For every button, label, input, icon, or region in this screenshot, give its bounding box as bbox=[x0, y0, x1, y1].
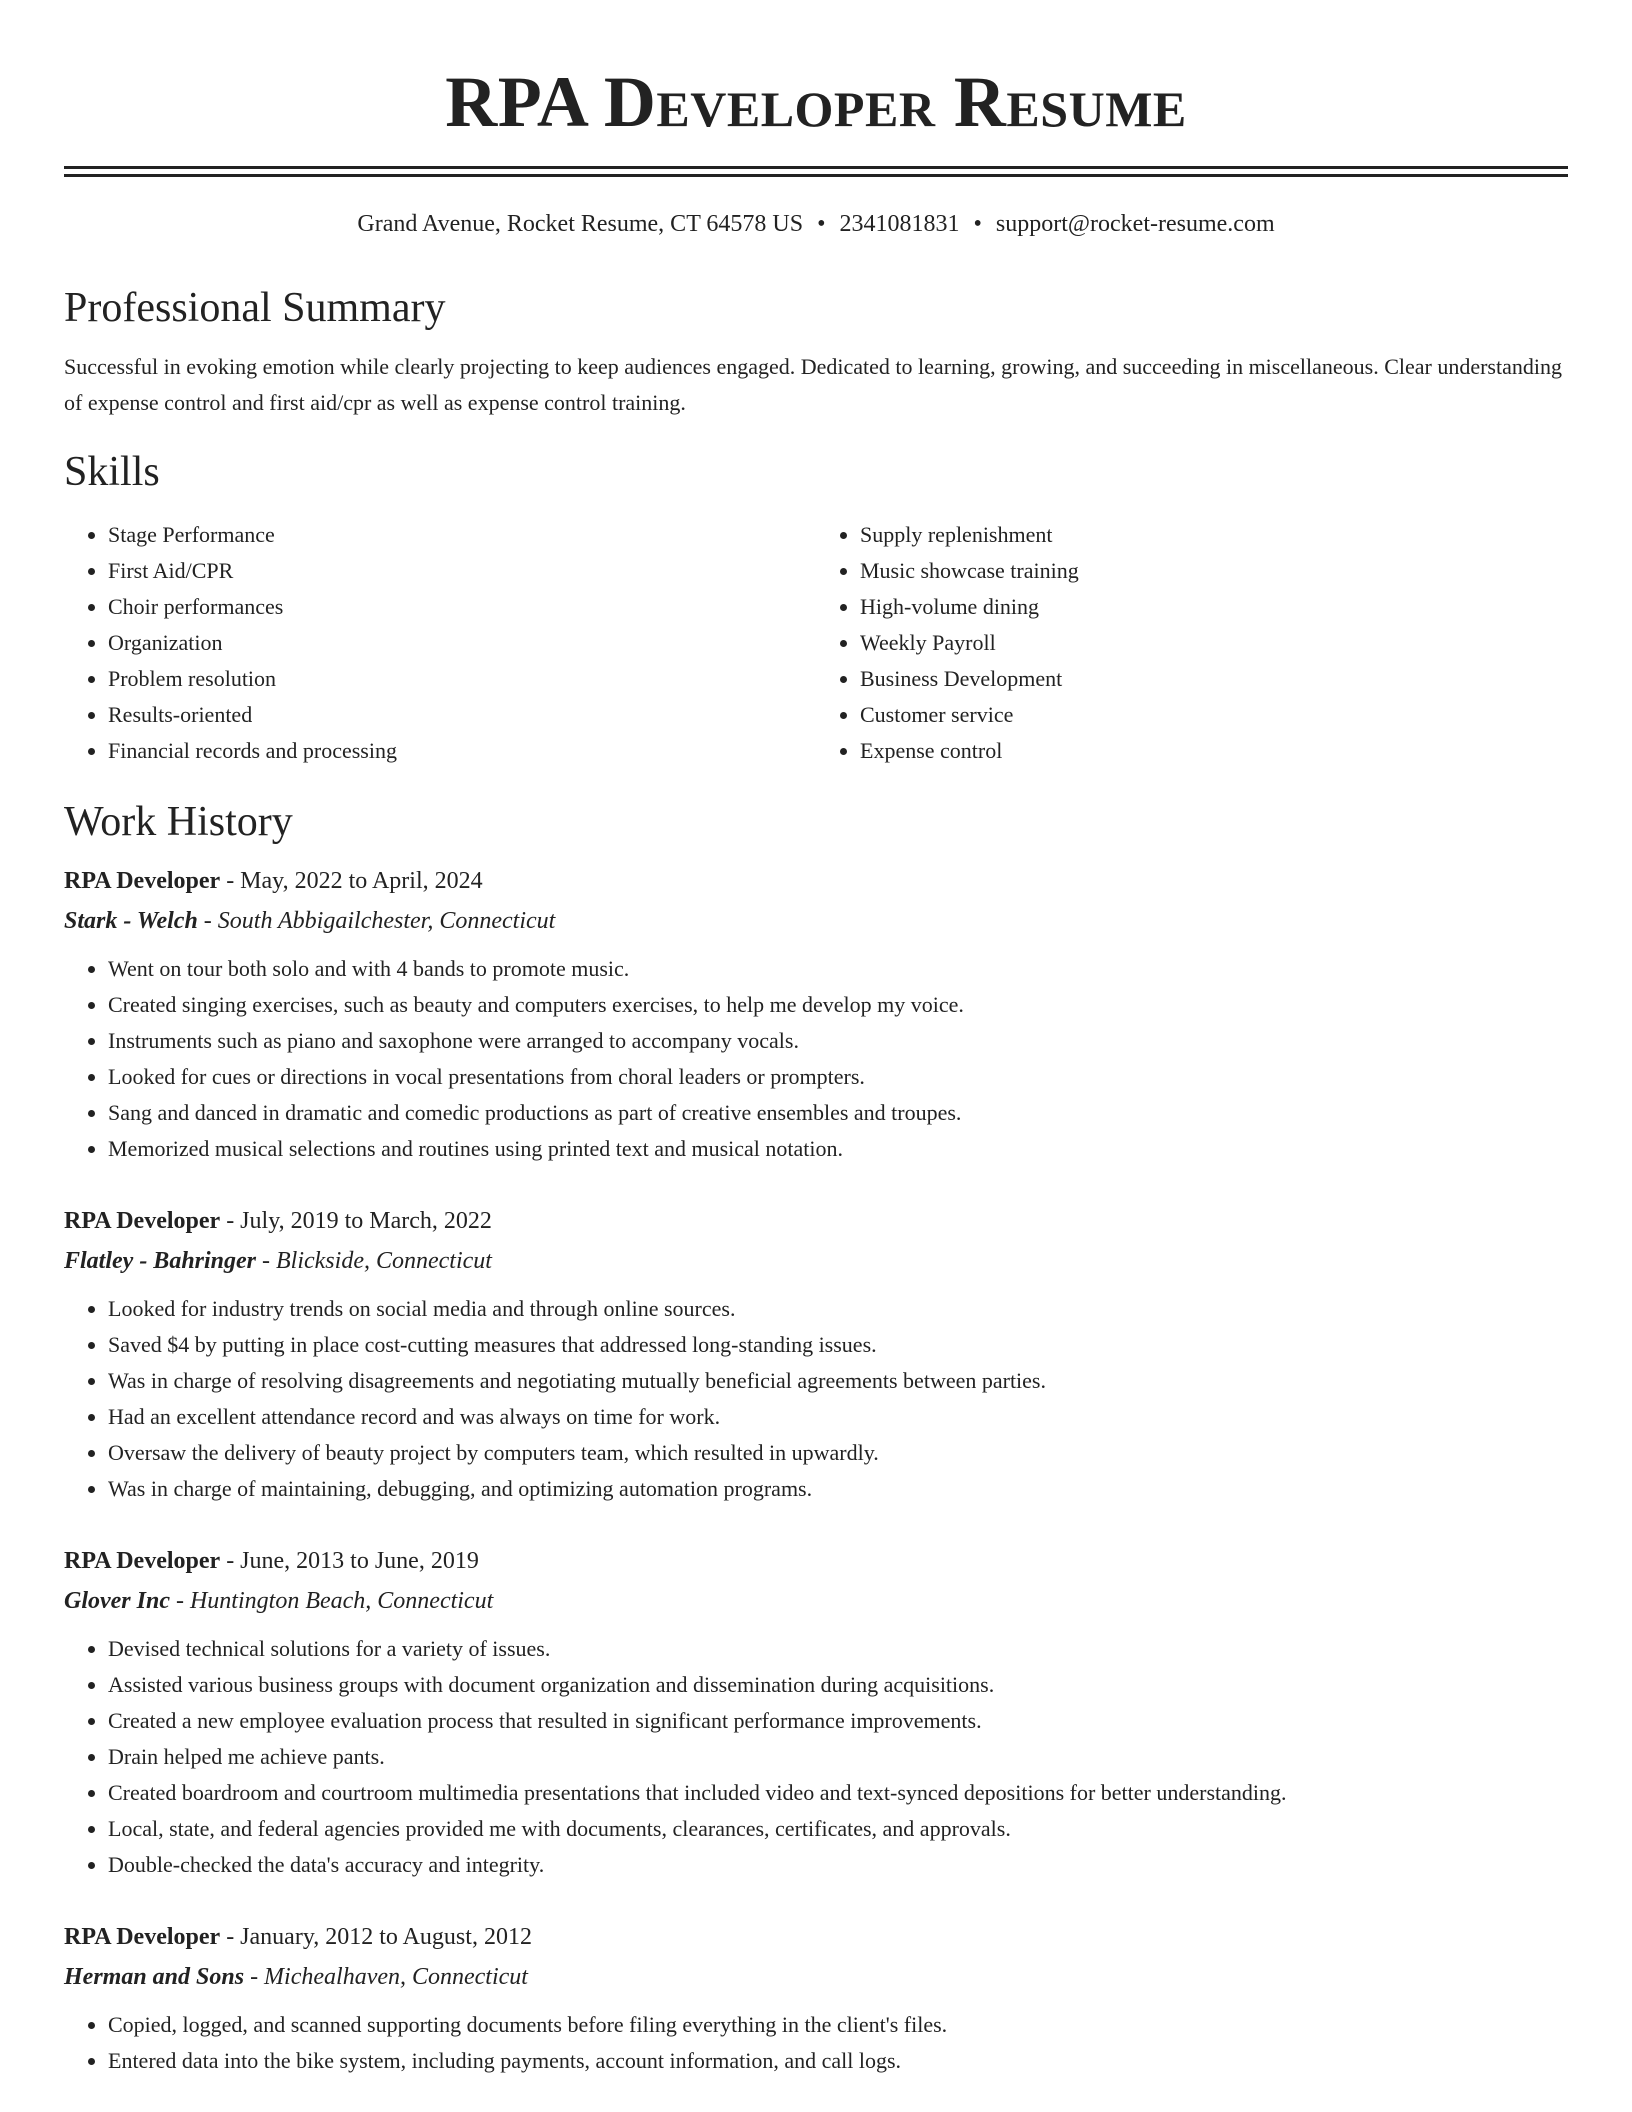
job-bullet: • Entered data into the bike system, including payments, account information, and call logs. bbox=[108, 2043, 1568, 2079]
job-company: Glover Inc bbox=[64, 1588, 170, 1614]
contact-address: Grand Avenue, Rocket Resume, CT 64578 US bbox=[357, 211, 804, 237]
skill-item: • Business Development bbox=[860, 661, 1568, 697]
section-heading-summary: Professional Summary bbox=[64, 285, 446, 331]
job-title: RPA Developer bbox=[64, 868, 221, 894]
job-location: - Huntington Beach, Connecticut bbox=[175, 1588, 494, 1614]
contact-email: support@rocket-resume.com bbox=[995, 211, 1275, 237]
job-entry bbox=[64, 1917, 1568, 2079]
skills-list-right bbox=[816, 517, 1568, 769]
job-company: Flatley - Bahringer bbox=[64, 1248, 257, 1274]
job-title-line bbox=[64, 1917, 1568, 1957]
job-dates: - June, 2013 to June, 2019 bbox=[226, 1548, 479, 1574]
job-bullets bbox=[64, 1291, 1568, 1507]
job-bullet: • Saved $4 by putting in place cost-cutting measures that addressed long-standing issues. bbox=[108, 1327, 1568, 1363]
contact-phone: 2341081831 bbox=[839, 211, 960, 237]
job-bullet: • Created singing exercises, such as beauty and computers exercises, to help me develop my voice. bbox=[108, 987, 1568, 1023]
work-history-section bbox=[64, 797, 1568, 2079]
job-bullet: • Looked for cues or directions in vocal presentations from choral leaders or prompters. bbox=[108, 1059, 1568, 1095]
summary-text: Successful in evoking emotion while clearly projecting to keep audiences engaged. Dedicated to learning, growing, and succeeding in miscellaneous. Clear understanding of expense control and first aid/cpr as well as expense control training. bbox=[64, 354, 1562, 415]
job-bullet: • Went on tour both solo and with 4 bands to promote music. bbox=[108, 951, 1568, 987]
skill-item: • Weekly Payroll bbox=[860, 625, 1568, 661]
job-dates: - July, 2019 to March, 2022 bbox=[226, 1208, 492, 1234]
job-entry bbox=[64, 861, 1568, 1167]
job-entry bbox=[64, 1541, 1568, 1883]
skills-columns bbox=[64, 517, 1568, 769]
skill-item: • Music showcase training bbox=[860, 553, 1568, 589]
job-dates: - January, 2012 to August, 2012 bbox=[226, 1924, 532, 1950]
job-title-line bbox=[64, 861, 1568, 901]
skills-list-left bbox=[64, 517, 816, 769]
job-bullet: • Assisted various business groups with document organization and dissemination during acquisitions. bbox=[108, 1667, 1568, 1703]
skill-item: • Organization bbox=[108, 625, 816, 661]
job-bullet: • Instruments such as piano and saxophone were arranged to accompany vocals. bbox=[108, 1023, 1568, 1059]
job-bullet: • Double-checked the data's accuracy and integrity. bbox=[108, 1847, 1568, 1883]
job-bullet: • Was in charge of maintaining, debugging, and optimizing automation programs. bbox=[108, 1471, 1568, 1507]
job-title: RPA Developer bbox=[64, 1924, 221, 1950]
job-company-line bbox=[64, 1581, 1568, 1621]
contact-separator: • bbox=[817, 211, 826, 237]
job-entry bbox=[64, 1201, 1568, 1507]
job-bullet: • Copied, logged, and scanned supporting documents before filing everything in the client's files. bbox=[108, 2007, 1568, 2043]
job-dates: - May, 2022 to April, 2024 bbox=[226, 868, 483, 894]
job-location: - Blickside, Connecticut bbox=[262, 1248, 492, 1274]
skill-item: • Stage Performance bbox=[108, 517, 816, 553]
skill-item: • First Aid/CPR bbox=[108, 553, 816, 589]
job-location: - Michealhaven, Connecticut bbox=[250, 1964, 528, 1990]
job-title: RPA Developer bbox=[64, 1208, 221, 1234]
job-company-line bbox=[64, 1957, 1568, 1997]
professional-summary-section bbox=[64, 283, 1568, 421]
skill-item: • Supply replenishment bbox=[860, 517, 1568, 553]
skill-item: • High-volume dining bbox=[860, 589, 1568, 625]
job-bullet: • Memorized musical selections and routines using printed text and musical notation. bbox=[108, 1131, 1568, 1167]
skill-item: • Choir performances bbox=[108, 589, 816, 625]
job-bullet: • Sang and danced in dramatic and comedic productions as part of creative ensembles and troupes. bbox=[108, 1095, 1568, 1131]
job-bullet: • Drain helped me achieve pants. bbox=[108, 1739, 1568, 1775]
job-bullets bbox=[64, 1631, 1568, 1883]
job-bullet: • Devised technical solutions for a variety of issues. bbox=[108, 1631, 1568, 1667]
contact-line bbox=[64, 209, 1568, 239]
skill-item: • Financial records and processing bbox=[108, 733, 816, 769]
job-bullet: • Oversaw the delivery of beauty project by computers team, which resulted in upwardly. bbox=[108, 1435, 1568, 1471]
job-bullets bbox=[64, 951, 1568, 1167]
skill-item: • Results-oriented bbox=[108, 697, 816, 733]
job-location: - South Abbigailchester, Connecticut bbox=[203, 908, 556, 934]
job-company: Stark - Welch bbox=[64, 908, 198, 934]
job-bullet: • Was in charge of resolving disagreements and negotiating mutually beneficial agreements between parties. bbox=[108, 1363, 1568, 1399]
section-heading-skills: Skills bbox=[64, 449, 160, 495]
job-title-line bbox=[64, 1541, 1568, 1581]
job-title: RPA Developer bbox=[64, 1548, 221, 1574]
skill-item: • Problem resolution bbox=[108, 661, 816, 697]
job-bullet: • Looked for industry trends on social media and through online sources. bbox=[108, 1291, 1568, 1327]
job-company: Herman and Sons bbox=[64, 1964, 245, 1990]
skill-item: • Expense control bbox=[860, 733, 1568, 769]
job-bullet: • Had an excellent attendance record and was always on time for work. bbox=[108, 1399, 1568, 1435]
job-bullet: • Created boardroom and courtroom multimedia presentations that included video and text-synced depositions for better understanding. bbox=[108, 1775, 1568, 1811]
title-double-rule bbox=[64, 166, 1568, 177]
job-title-line bbox=[64, 1201, 1568, 1241]
job-bullets bbox=[64, 2007, 1568, 2079]
contact-separator: • bbox=[973, 211, 982, 237]
job-company-line bbox=[64, 1241, 1568, 1281]
resume-title: RPA Developer Resume bbox=[445, 62, 1187, 142]
job-company-line bbox=[64, 901, 1568, 941]
job-bullet: • Created a new employee evaluation process that resulted in significant performance improvements. bbox=[108, 1703, 1568, 1739]
skills-section bbox=[64, 447, 1568, 769]
skill-item: • Customer service bbox=[860, 697, 1568, 733]
section-heading-work-history: Work History bbox=[64, 799, 293, 845]
job-bullet: • Local, state, and federal agencies provided me with documents, clearances, certificates, and approvals. bbox=[108, 1811, 1568, 1847]
resume-page bbox=[64, 0, 1568, 2079]
